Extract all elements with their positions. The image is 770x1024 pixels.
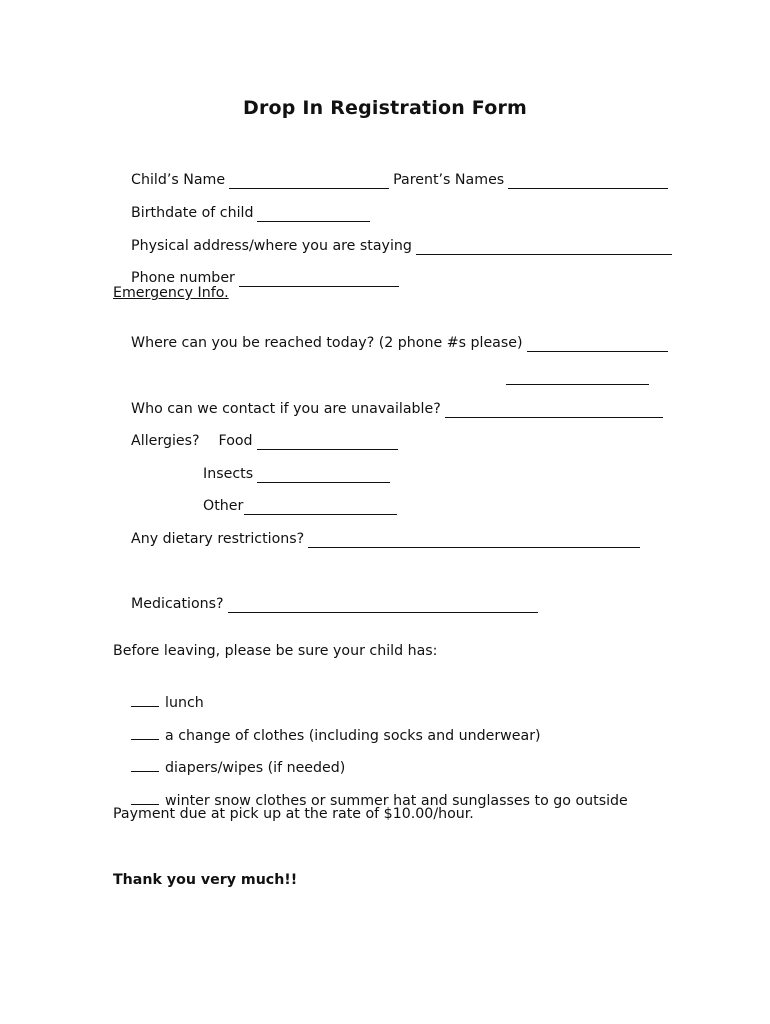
medications-label: Medications? xyxy=(131,596,224,612)
medications-row xyxy=(113,577,538,631)
checklist-item-label: a change of clothes (including socks and underwear) xyxy=(165,728,541,744)
allergy-other-label: Other xyxy=(203,498,244,514)
parent-names-label: Parent’s Names xyxy=(393,172,505,188)
address-field[interactable] xyxy=(416,240,672,255)
medications-field[interactable] xyxy=(228,598,538,613)
dietary-label: Any dietary restrictions? xyxy=(131,531,305,547)
checklist-blank[interactable] xyxy=(131,726,159,740)
phone-label: Phone number xyxy=(131,270,235,286)
parent-names-field[interactable] xyxy=(508,174,668,189)
checklist-blank[interactable] xyxy=(131,791,159,805)
dietary-field[interactable] xyxy=(308,533,640,548)
thank-you-note: Thank you very much!! xyxy=(113,872,298,888)
contact-unavailable-label: Who can we contact if you are unavailable? xyxy=(131,401,441,417)
address-label: Physical address/where you are staying xyxy=(131,238,412,254)
phone-field[interactable] xyxy=(239,272,399,287)
child-name-label: Child’s Name xyxy=(131,172,226,188)
checklist-item-label: lunch xyxy=(165,695,204,711)
checklist-blank[interactable] xyxy=(131,693,159,707)
payment-note: Payment due at pick up at the rate of $10.00/hour. xyxy=(113,806,474,822)
checklist-item-label: diapers/wipes (if needed) xyxy=(165,760,346,776)
dietary-row xyxy=(113,512,640,566)
allergies-label: Allergies? xyxy=(131,433,200,449)
emergency-heading: Emergency Info. xyxy=(113,285,229,301)
reached-today-label: Where can you be reached today? (2 phone #s please) xyxy=(131,335,523,351)
allergy-insects-label: Insects xyxy=(203,466,254,482)
checklist-intro: Before leaving, please be sure your child has: xyxy=(113,643,438,659)
checklist-blank[interactable] xyxy=(131,758,159,772)
birthdate-label: Birthdate of child xyxy=(131,205,254,221)
checklist-item-label: winter snow clothes or summer hat and sunglasses to go outside xyxy=(165,793,628,809)
form-title: Drop In Registration Form xyxy=(242,97,528,119)
contact-unavailable-field[interactable] xyxy=(445,403,663,418)
allergy-food-label: Food xyxy=(218,433,253,449)
